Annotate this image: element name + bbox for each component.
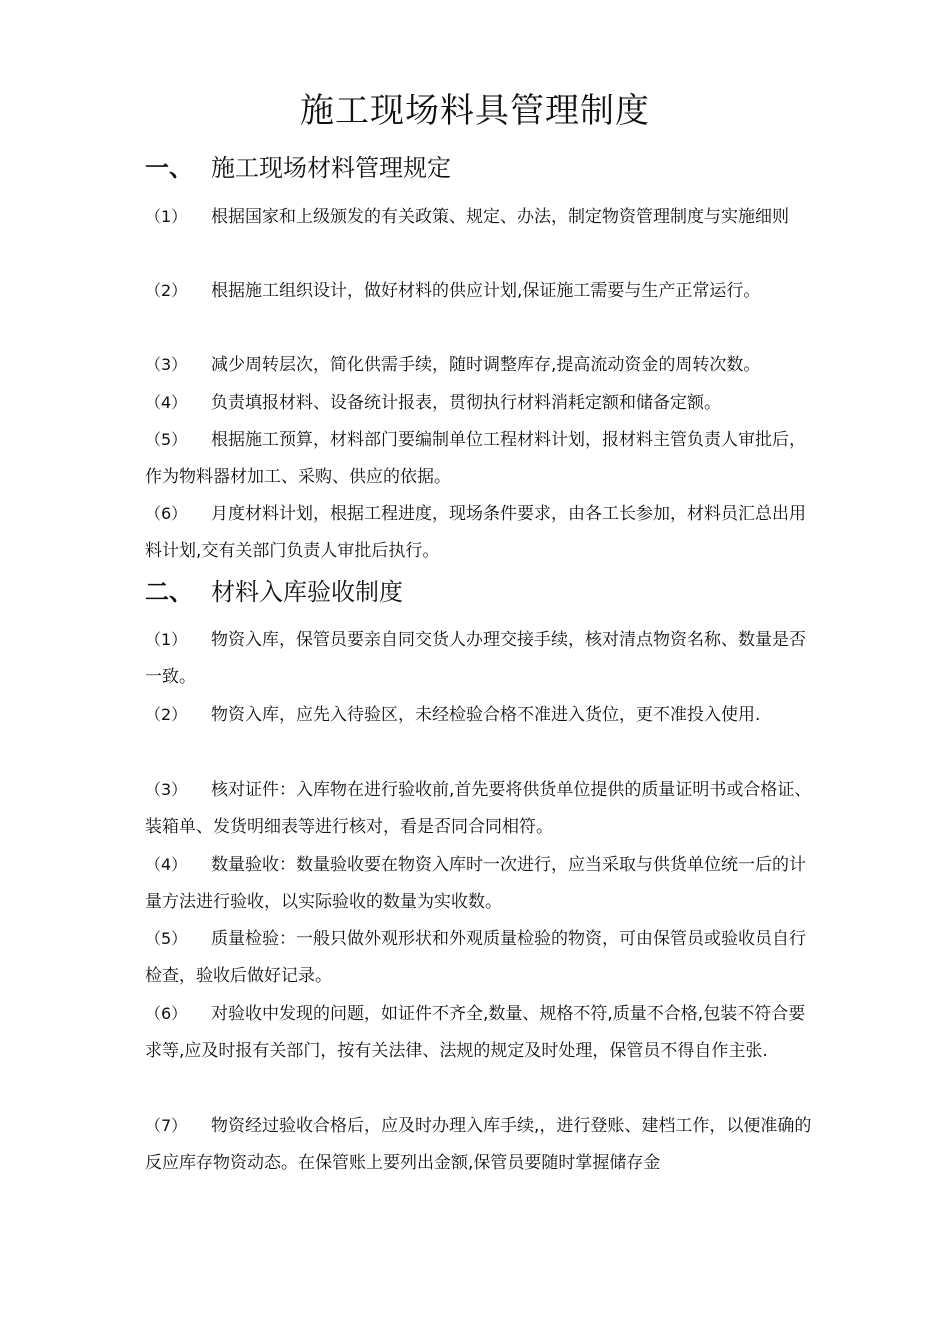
list-item <box>145 495 817 570</box>
item-text: 根据国家和上级颁发的有关政策、规定、办法，制定物资管理制度与实施细则 <box>211 207 789 227</box>
section-heading-2 <box>145 574 403 610</box>
section-heading-1 <box>145 150 451 186</box>
list-item <box>145 272 817 310</box>
section-number: 二、 <box>145 578 193 606</box>
item-number: （5） <box>145 929 188 948</box>
list-item <box>145 846 817 921</box>
item-text: 质量检验：一般只做外观形状和外观质量检验的物资，可由保管员或验收员自行检查，验收后做好记录。 <box>145 929 806 986</box>
list-item <box>145 920 817 995</box>
list-item <box>145 696 817 734</box>
list-item <box>145 198 817 236</box>
list-item <box>145 1107 817 1182</box>
item-number: （1） <box>145 630 188 649</box>
list-item <box>145 995 817 1070</box>
item-number: （1） <box>145 207 188 226</box>
item-number: （2） <box>145 705 188 724</box>
item-text: 减少周转层次，简化供需手续，随时调整库存,提高流动资金的周转次数。 <box>211 355 761 375</box>
item-text: 负责填报材料、设备统计报表，贯彻执行材料消耗定额和储备定额。 <box>211 393 721 413</box>
item-text: 核对证件：入库物在进行验收前,首先要将供货单位提供的质量证明书或合格证、装箱单、发货明细表等进行核对，看是否同合同相符。 <box>145 780 812 837</box>
item-text: 数量验收：数量验收要在物资入库时一次进行，应当采取与供货单位统一后的计量方法进行验收，以实际验收的数量为实收数。 <box>145 855 806 912</box>
item-number: （2） <box>145 281 188 300</box>
section-title: 施工现场材料管理规定 <box>211 154 451 182</box>
item-number: （3） <box>145 780 188 799</box>
section-number: 一、 <box>145 154 193 182</box>
list-item <box>145 346 817 384</box>
item-text: 月度材料计划，根据工程进度，现场条件要求，由各工长参加，材料员汇总出用料计划,交有关部门负责人审批后执行。 <box>145 504 806 561</box>
item-text: 物资入库，保管员要亲自同交货人办理交接手续，核对清点物资名称、数量是否一致。 <box>145 630 806 687</box>
list-item <box>145 621 817 696</box>
list-item <box>145 771 817 846</box>
list-item <box>145 384 817 422</box>
section-title: 材料入库验收制度 <box>211 578 403 606</box>
document-title: 施工现场料具管理制度 <box>300 91 650 131</box>
item-number: （4） <box>145 855 188 874</box>
item-text: 对验收中发现的问题，如证件不齐全,数量、规格不符,质量不合格,包装不符合要求等,应及时报有关部门，按有关法律、法规的规定及时处理，保管员不得自作主张. <box>145 1004 806 1061</box>
item-number: （3） <box>145 355 188 374</box>
item-text: 根据施工预算，材料部门要编制单位工程材料计划，报材料主管负责人审批后，作为物料器材加工、采购、供应的依据。 <box>145 430 806 487</box>
list-item <box>145 421 817 496</box>
item-number: （6） <box>145 1004 188 1023</box>
item-text: 物资入库，应先入待验区，未经检验合格不准进入货位，更不准投入使用. <box>211 705 761 725</box>
item-number: （7） <box>145 1116 188 1135</box>
item-number: （4） <box>145 393 188 412</box>
item-text: 物资经过验收合格后，应及时办理入库手续,，进行登账、建档工作，以便准确的反应库存物资动态。在保管账上要列出金额,保管员要随时掌握储存金 <box>145 1116 812 1173</box>
item-number: （5） <box>145 430 188 449</box>
item-text: 根据施工组织设计，做好材料的供应计划,保证施工需要与生产正常运行。 <box>211 281 761 301</box>
item-number: （6） <box>145 504 188 523</box>
